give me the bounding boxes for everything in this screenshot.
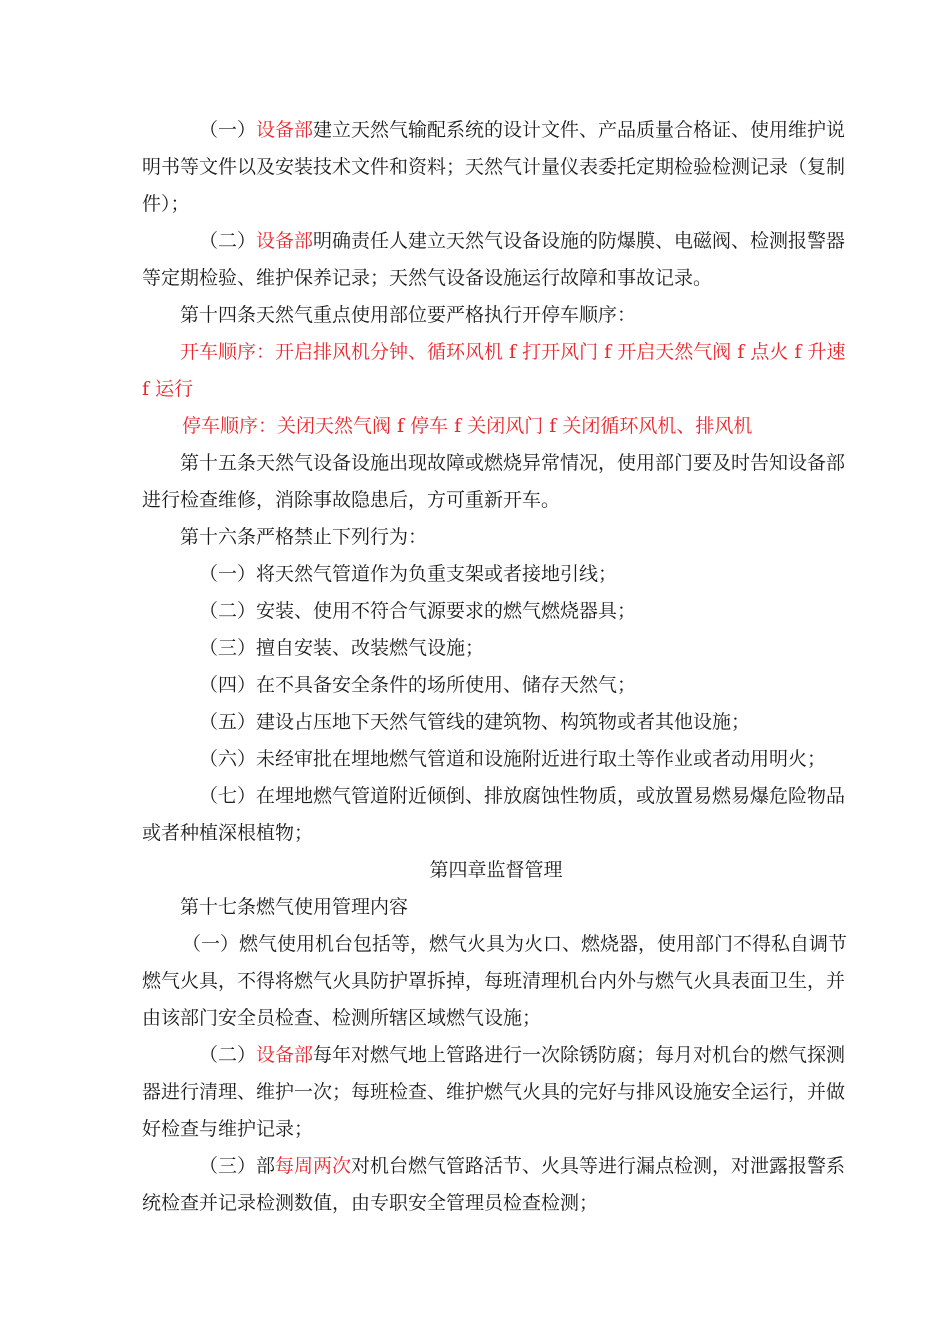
- highlight-text: 每周两次: [275, 1155, 352, 1177]
- paragraph-text: 对机台燃气管路活节、火具等进行漏点检测，对泄露报警系统检查并记录检测数值，由专职安全管理员检查检测；: [142, 1155, 846, 1214]
- list-item: （一）将天然气管道作为负重支架或者接地引线；: [199, 563, 618, 585]
- article-14: 第十四条天然气重点使用部位要严格执行开停车顺序：: [180, 304, 637, 326]
- paragraph-text: 明确责任人建立天然气设备设施的防爆膜、电磁阀、检测报警器等定期检验、维护保养记录；天然气设备设施运行故障和事故记录。: [142, 230, 846, 289]
- item-marker: （三）部: [199, 1155, 276, 1177]
- item-marker: （二）: [199, 230, 257, 252]
- item-marker: （二）: [199, 1044, 257, 1066]
- item-marker: （一）: [199, 119, 257, 141]
- stop-sequence: 停车顺序：关闭天然气阀 f 停车 f 关闭风门 f 关闭循环风机、排风机: [182, 415, 753, 437]
- paragraph-2: [142, 223, 850, 297]
- highlight-text: 设备部: [256, 230, 314, 252]
- start-sequence: 开车顺序：开启排风机分钟、循环风机 f 打开风门 f 开启天然气阀 f 点火 f 升速 f 运行: [142, 341, 846, 400]
- list-item: （五）建设占压地下天然气管线的建筑物、构筑物或者其他设施；: [199, 711, 751, 733]
- list-item: （七）在埋地燃气管道附近倾倒、排放腐蚀性物质，或放置易燃易爆危险物品或者种植深根植物；: [142, 785, 846, 844]
- paragraph-9: （一）燃气使用机台包括等，燃气火具为火口、燃烧器，使用部门不得私自调节燃气火具，不得将燃气火具防护罩拆掉，每班清理机台内外与燃气火具表面卫生，并由该部门安全员检查、检测所辖区域燃气设施；: [142, 933, 848, 1029]
- article-17: 第十七条燃气使用管理内容: [180, 896, 409, 918]
- paragraph-11: [142, 1148, 850, 1222]
- highlight-text: 设备部: [256, 119, 314, 141]
- paragraph-text: 建立天然气输配系统的设计文件、产品质量合格证、使用维护说明书等文件以及安装技术文件和资料；天然气计量仪表委托定期检验检测记录（复制件）；: [142, 119, 846, 215]
- list-item: （三）擅自安装、改装燃气设施；: [199, 637, 485, 659]
- paragraph-text: 每年对燃气地上管路进行一次除锈防腐；每月对机台的燃气探测器进行清理、维护一次；每班检查、维护燃气火具的完好与排风设施安全运行，并做好检查与维护记录；: [142, 1044, 846, 1140]
- list-item: （六）未经审批在埋地燃气管道和设施附近进行取土等作业或者动用明火；: [199, 748, 827, 770]
- list-item: （二）安装、使用不符合气源要求的燃气燃烧器具；: [199, 600, 637, 622]
- paragraph-1: [142, 112, 850, 223]
- list-item: （四）在不具备安全条件的场所使用、储存天然气；: [199, 674, 637, 696]
- article-15: 第十五条天然气设备设施出现故障或燃烧异常情况，使用部门要及时告知设备部进行检查维修，消除事故隐患后，方可重新开车。: [142, 452, 846, 511]
- article-16: 第十六条严格禁止下列行为：: [180, 526, 428, 548]
- highlight-text: 设备部: [256, 1044, 314, 1066]
- chapter-heading: 第四章监督管理: [429, 859, 563, 881]
- paragraph-10: [142, 1037, 850, 1148]
